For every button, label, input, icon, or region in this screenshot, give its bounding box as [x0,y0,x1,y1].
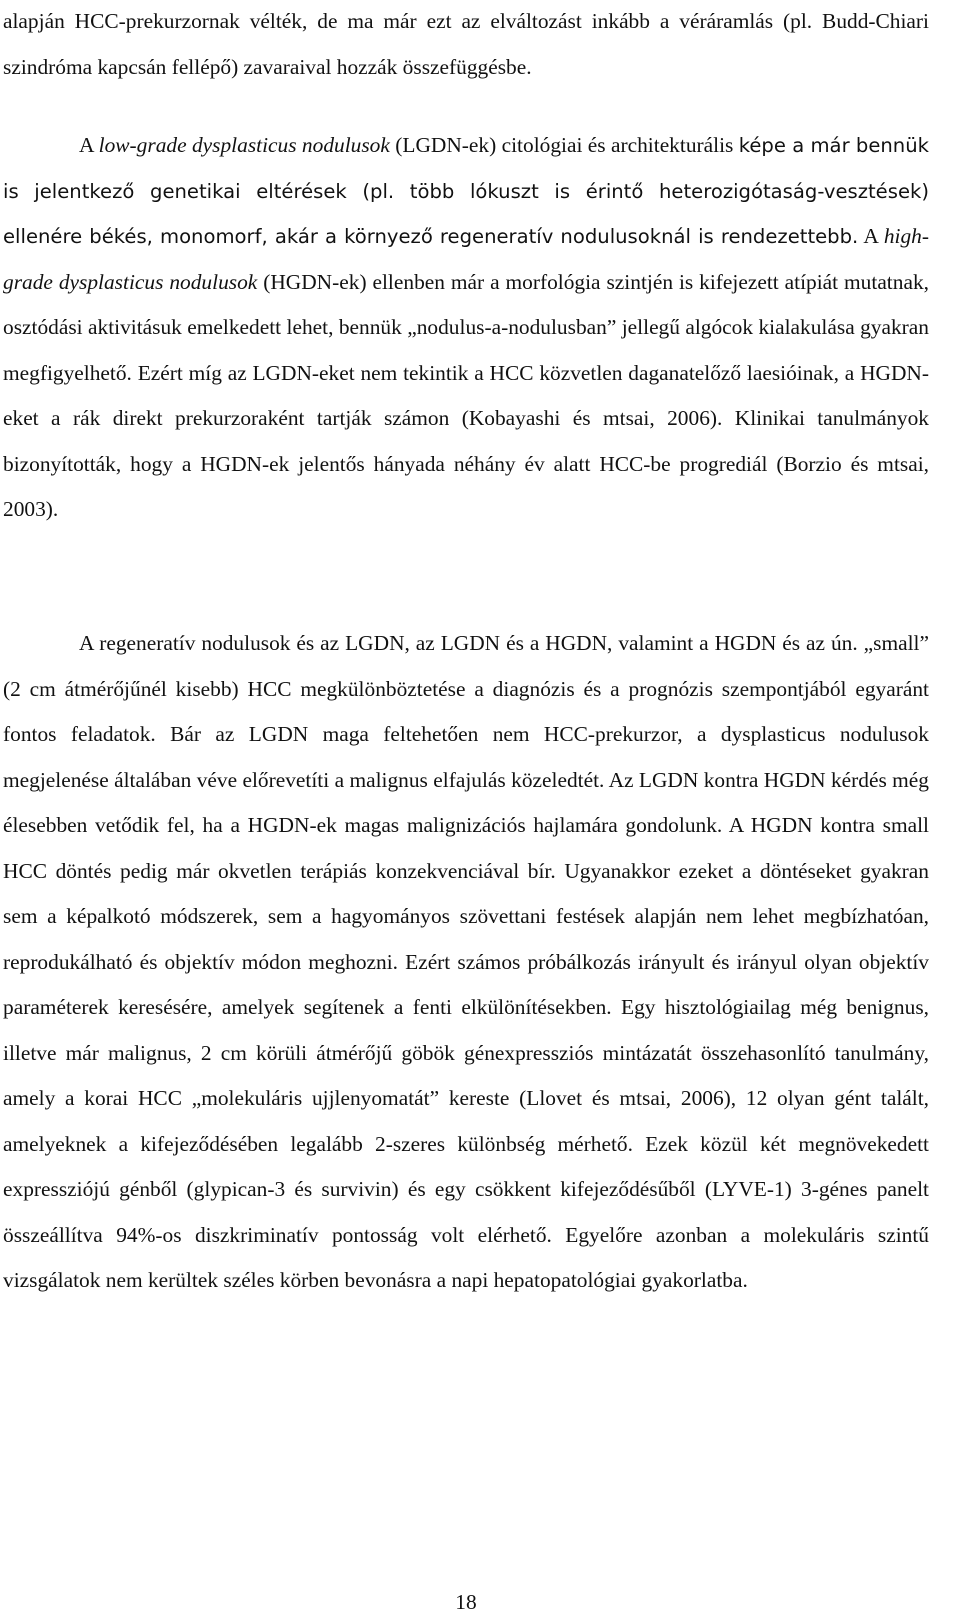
paragraph-3 [3,621,929,1304]
paragraph-2 [3,123,929,533]
term-hgdn: high-grade dysplasticus nodulusok [3,224,929,294]
term-lgdn: low-grade dysplasticus nodulusok [98,133,390,157]
paragraph-2-sans-text: képe a már bennük is jelentkező genetikai eltérések (pl. több lókuszt is érintő heterozigótaság-vesztések) ellenére békés, monomorf, akár a környező regeneratív nodulusoknál is rendezettebb. [3,134,929,248]
paragraph-2-lead: A [79,133,99,157]
paragraph-2-text-b: A [858,224,884,248]
paragraph-2-text-a: (LGDN-ek) citológiai és architekturális [389,133,739,157]
page-number: 18 [455,1590,477,1614]
paragraph-1-text: alapján HCC-prekurzornak vélték, de ma már ezt az elváltozást inkább a véráramlás (pl. Budd-Chiari szindróma kapcsán fellépő) zavaraival hozzák összefüggésbe. [3,9,929,79]
paragraph-1 [3,0,929,90]
paragraph-2-text-c: (HGDN-ek) ellenben már a morfológia szintjén is kifejezett atípiát mutatnak, osztódási aktivitásuk emelkedett lehet, bennük „nodulus-a-nodulusban” jellegű algócok kialakulása gyakran megfigyelhető. Ezért míg az LGDN-eket nem tekintik a HCC közvetlen daganatelőző laesióinak, a HGDN-eket a rák direkt prekurzoraként tartják számon (Kobayashi és mtsai, 2006). Klinikai tanulmányok bizonyították, hogy a HGDN-ek jelentős hányada néhány év alatt HCC-be progrediál (Borzio és mtsai, 2003). [3,269,929,521]
paragraph-3-text: A regeneratív nodulusok és az LGDN, az LGDN és a HGDN, valamint a HGDN és az ún. „small” (2 cm átmérőjűnél kisebb) HCC megkülönböztetése a diagnózis és a prognózis szempontjából egyaránt fontos feladatok. Bár az LGDN maga feltehetően nem HCC-prekurzor, a dysplasticus nodulusok megjelenése általában véve előrevetíti a malignus elfajulás közeledtét. Az LGDN kontra HGDN kérdés még élesebben vetődik fel, ha a HGDN-ek magas malignizációs hajlamára gondolunk. A HGDN kontra small HCC döntés pedig már okvetlen terápiás konzekvenciával bír. Ugyanakkor ezeket a döntéseket gyakran sem a képalkotó módszerek, sem a hagyományos szövettani festések alapján nem lehet megbízhatóan, reprodukálható és objektív módon meghozni. Ezért számos próbálkozás irányult és irányul olyan objektív paraméterek keresésére, amelyek segítenek a fenti elkülönítésekben. Egy hisztológiailag még benignus, illetve már malignus, 2 cm körüli átmérőjű göbök génexpressziós mintázatát összehasonlító tanulmány, amely a korai HCC „molekuláris ujjlenyomatát” kereste (Llovet és mtsai, 2006), 12 olyan gént talált, amelyeknek a kifejeződésében legalább 2-szeres különbség mérhető. Ezek közül két megnövekedett expressziójú génből (glypican-3 és survivin) és egy csökkent kifejeződésűből (LYVE-1) 3-génes panelt összeállítva 94%-os diszkriminatív pontosság volt elérhető. Egyelőre azonban a molekuláris szintű vizsgálatok nem kerültek széles körben bevonásra a napi hepatopatológiai gyakorlatba. [3,631,929,1292]
